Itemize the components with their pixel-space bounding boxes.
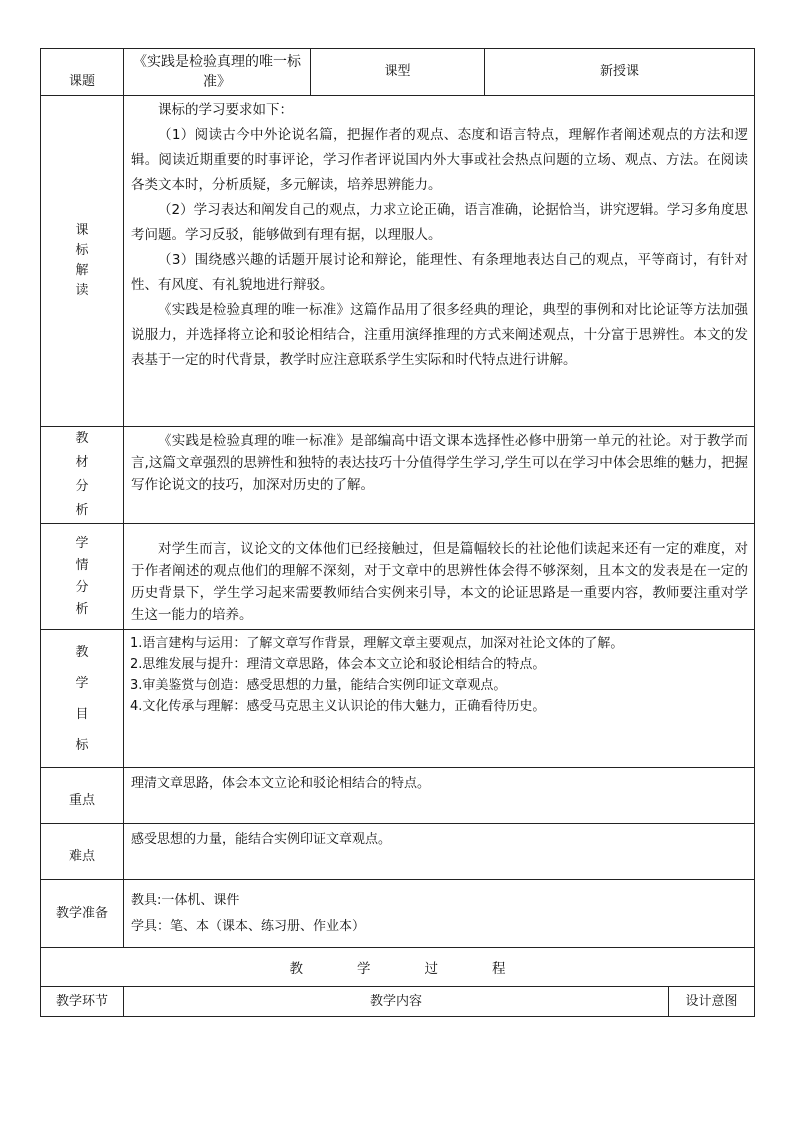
students-label-char: 分 (75, 579, 89, 595)
material-content (124, 427, 755, 524)
intent-header: 设计意图 (669, 987, 755, 1017)
difficulty-text: 感受思想的力量，能结合实例印证文章观点。 (124, 824, 755, 880)
standards-item: （2）学习表达和阐发自己的观点，力求立论正确，语言准确，论据恰当，讲究逻辑。学习多角度思考问题。学习反驳，能够做到有理有据，以理服人。 (131, 202, 749, 243)
goal-item: 4.文化传承与理解：感受马克思主义认识论的伟大魅力，正确看待历史。 (130, 699, 546, 714)
standards-intro: 课标的学习要求如下： (158, 102, 293, 118)
goals-label-char: 目 (75, 706, 89, 722)
material-label-char: 材 (75, 455, 89, 470)
goals-label-char: 学 (75, 675, 89, 691)
student-tools: 学具：笔、本（课本、练习册、作业本） (131, 919, 366, 934)
header-row (41, 49, 755, 96)
lesson-plan-table (40, 48, 755, 1017)
goals-row (41, 630, 755, 768)
process-header-row (41, 987, 755, 1017)
topic-label: 课题 (41, 49, 124, 96)
difficulty-row (41, 824, 755, 880)
goals-content (124, 630, 755, 768)
students-label (41, 524, 124, 630)
process-title-char: 学 (357, 961, 371, 977)
stage-header: 教学环节 (41, 987, 124, 1017)
students-content (124, 524, 755, 630)
material-label-char: 分 (75, 479, 89, 494)
goals-label-char: 教 (75, 644, 89, 660)
students-label-char: 析 (75, 601, 89, 617)
teacher-tools: 教具:一体机、课件 (131, 893, 240, 908)
process-title-row (41, 948, 755, 987)
students-row (41, 524, 755, 630)
material-label (41, 427, 124, 524)
keypoint-text: 理清文章思路，体会本文立论和驳论相结合的特点。 (124, 768, 755, 824)
standards-label-char: 解 (75, 263, 89, 278)
preparation-row (41, 880, 755, 948)
goal-item: 2.思维发展与提升：理清文章思路，体会本文立论和驳论相结合的特点。 (130, 657, 546, 672)
standards-item: （1）阅读古今中外论说名篇，把握作者的观点、态度和语言特点，理解作者阐述观点的方法和逻辑。阅读近期重要的时事评论，学习作者评说国内外大事或社会热点问题的立场、观点、方法。在阅读各类文本时，分析质疑，多元解读，培养思辨能力。 (131, 127, 749, 193)
standards-row (41, 96, 755, 427)
type-value: 新授课 (485, 49, 755, 96)
material-row (41, 427, 755, 524)
goals-label (41, 630, 124, 768)
material-label-char: 析 (75, 503, 89, 518)
standards-label (41, 96, 124, 427)
difficulty-label: 难点 (41, 824, 124, 880)
goal-item: 1.语言建构与运用：了解文章写作背景，理解文章主要观点，加深对社论文体的了解。 (130, 636, 624, 651)
preparation-content (124, 880, 755, 948)
goal-item: 3.审美鉴赏与创造：感受思想的力量，能结合实例印证文章观点。 (130, 678, 507, 693)
keypoint-row (41, 768, 755, 824)
goals-label-char: 标 (75, 737, 89, 753)
students-text: 对学生而言，议论文的文体他们已经接触过，但是篇幅较长的社论他们读起来还有一定的难度，对于作者阐述的观点他们的理解不深刻，对于文章中的思辨性体会得不够深刻，且本文的发表是在一定的历史背景下，学生学习起来需要教师结合实例来引导，本文的论证思路是一重要内容，教师要注重对学生这一能力的培养。 (131, 541, 749, 623)
students-label-char: 情 (75, 557, 89, 573)
process-title-char: 教 (289, 961, 303, 977)
standards-summary: 《实践是检验真理的唯一标准》这篇作品用了很多经典的理论，典型的事例和对比论证等方法加强说服力，并选择将立论和驳论相结合，注重用演绎推理的方式来阐述观点，十分富于思辨性。本文的发表基于一定的时代背景，教学时应注意联系学生实际和时代特点进行讲解。 (131, 302, 749, 368)
process-title-char: 过 (424, 961, 438, 977)
material-text: 《实践是检验真理的唯一标准》是部编高中语文课本选择性必修中册第一单元的社论。对于教学而言,这篇文章强烈的思辨性和独特的表达技巧十分值得学生学习,学生可以在学习中体会思维的魅力，把握写作论说文的技巧，加深对历史的了解。 (131, 433, 749, 493)
preparation-label: 教学准备 (41, 880, 124, 948)
standards-item: （3）围绕感兴趣的话题开展讨论和辩论，能理性、有条理地表达自己的观点，平等商讨，有针对性、有风度、有礼貌地进行辩驳。 (131, 252, 749, 293)
standards-label-char: 标 (75, 243, 89, 258)
content-header: 教学内容 (124, 987, 669, 1017)
standards-label-char: 课 (75, 223, 89, 238)
type-label: 课型 (311, 49, 485, 96)
students-label-char: 学 (75, 535, 89, 551)
process-title (41, 948, 755, 987)
standards-label-char: 读 (75, 283, 89, 298)
keypoint-label: 重点 (41, 768, 124, 824)
process-title-char: 程 (492, 961, 506, 977)
material-label-char: 教 (75, 431, 89, 446)
topic-value: 《实践是检验真理的唯一标准》 (124, 49, 311, 96)
standards-content (124, 96, 755, 427)
